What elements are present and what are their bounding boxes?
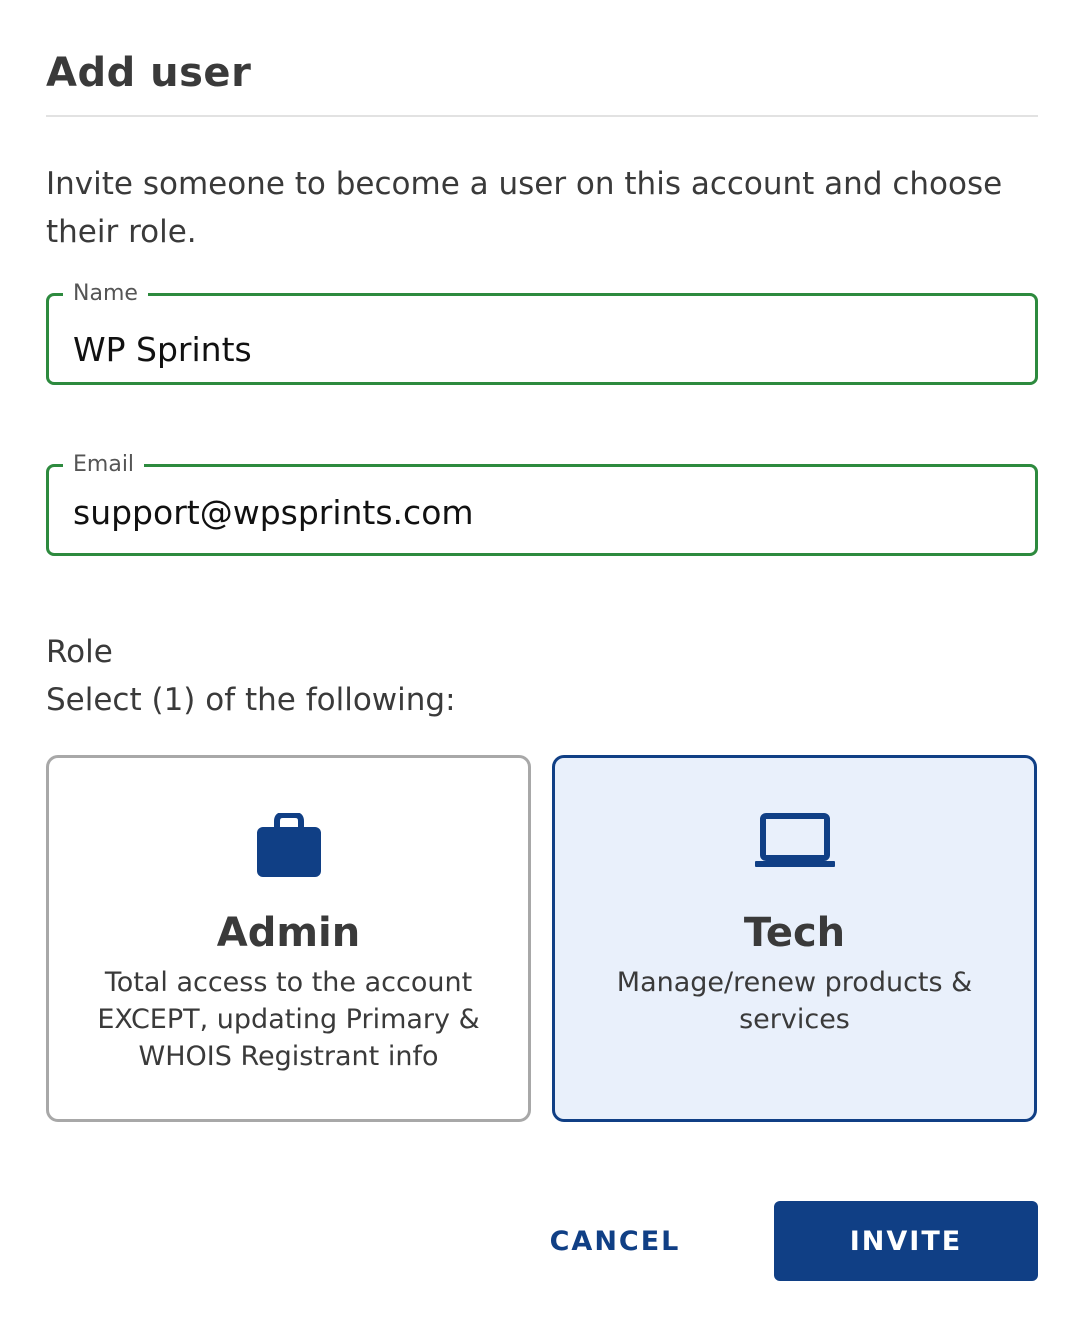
role-card-tech-title: Tech (743, 910, 846, 956)
role-card-admin-title: Admin (216, 910, 361, 956)
role-heading: Role (46, 634, 113, 670)
invite-button[interactable]: INVITE (774, 1201, 1038, 1281)
laptop-icon (555, 813, 1034, 883)
name-field-label: Name (63, 279, 148, 309)
dialog-intro: Invite someone to become a user on this account and choose their role. (46, 166, 1003, 250)
briefcase-icon (49, 813, 528, 883)
role-card-admin-description: Total access to the account EXCEPT, updating Primary & WHOIS Registrant info (97, 967, 480, 1072)
title-divider (46, 115, 1038, 117)
email-input[interactable] (73, 471, 1011, 553)
role-card-admin[interactable] (46, 755, 531, 1122)
name-field[interactable] (46, 281, 1038, 385)
email-field[interactable] (46, 452, 1038, 556)
role-instructions: Select (1) of the following: (46, 682, 456, 718)
cancel-button[interactable]: CANCEL (530, 1202, 700, 1280)
dialog-title: Add user (46, 50, 252, 96)
name-input[interactable] (73, 308, 1011, 390)
role-card-tech[interactable] (552, 755, 1037, 1122)
role-card-tech-description: Manage/renew products & services (616, 967, 973, 1035)
email-field-label: Email (63, 450, 144, 480)
